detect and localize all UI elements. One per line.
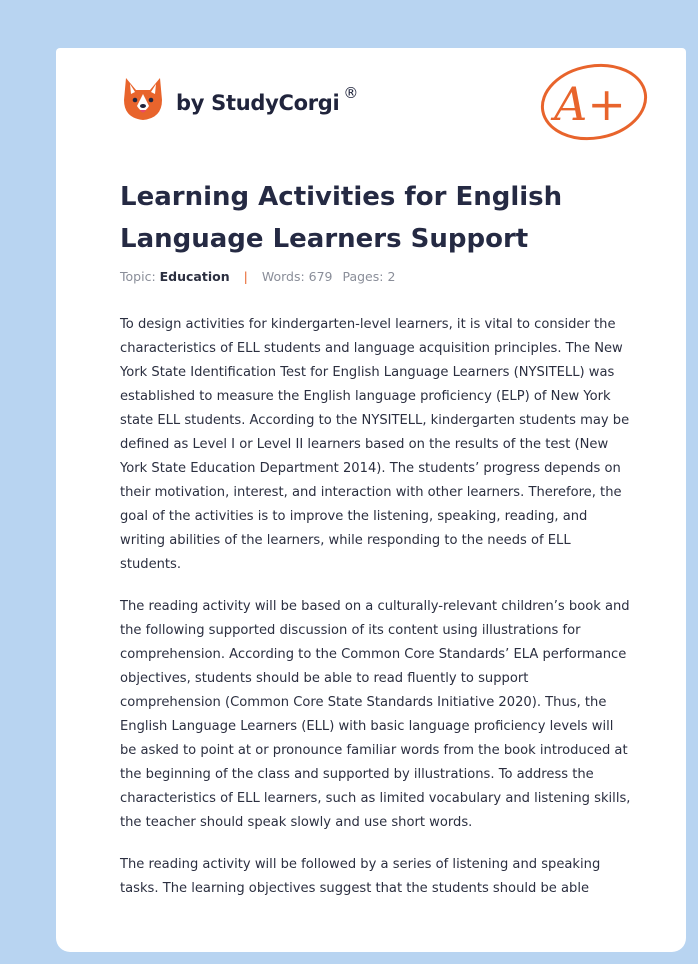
essay-meta	[120, 269, 395, 284]
essay-body	[120, 313, 632, 919]
topic-link[interactable]: Education	[159, 269, 230, 284]
header	[56, 48, 686, 168]
a-plus-grade-badge	[538, 58, 654, 146]
corgi-icon	[122, 76, 164, 122]
grade-text: A+	[554, 77, 626, 131]
topic-label: Topic:	[120, 269, 156, 284]
document-page	[56, 48, 686, 952]
a-plus-icon	[538, 58, 654, 142]
word-count: Words: 679	[261, 269, 333, 284]
brand-name: by StudyCorgi ®	[176, 83, 359, 115]
page-count: Pages: 2	[342, 269, 396, 284]
essay-title: Learning Activities for English Language Learners Support	[120, 182, 563, 254]
registered-mark: ®	[343, 83, 359, 102]
studycorgi-logo[interactable]	[122, 76, 358, 122]
paragraph: The reading activity will be followed by a series of listening and speaking tasks. The learning objectives suggest that the students should be able	[120, 857, 601, 896]
meta-separator: |	[243, 269, 248, 284]
paragraph: The reading activity will be based on a culturally-relevant children’s book and the following supported discussion of its content using illustrations for comprehension. According to the Common Core Standards’ ELA performance objectives, students should be able to read fluently to support comprehension (Common Core State Standards Initiative 2020). Thus, the English Language Learners (ELL) with basic language proficiency levels will be asked to point at or pronounce familiar words from the book introduced at the beginning of the class and supported by illustrations. To address the characteristics of ELL learners, such as limited vocabulary and listening skills, the teacher should speak slowly and use short words.	[120, 599, 631, 830]
paragraph: To design activities for kindergarten-level learners, it is vital to consider the characteristics of ELL students and language acquisition principles. The New York State Identification Test for English Language Learners (NYSITELL) was established to measure the English language proficiency (ELP) of New York state ELL students. According to the NYSITELL, kindergarten students may be defined as Level I or Level II learners based on the results of the test (New York State Education Department 2014). The students’ progress depends on their motivation, interest, and interaction with other learners. Therefore, the goal of the activities is to improve the listening, speaking, reading, and writing abilities of the learners, while responding to the needs of ELL students.	[120, 317, 630, 572]
